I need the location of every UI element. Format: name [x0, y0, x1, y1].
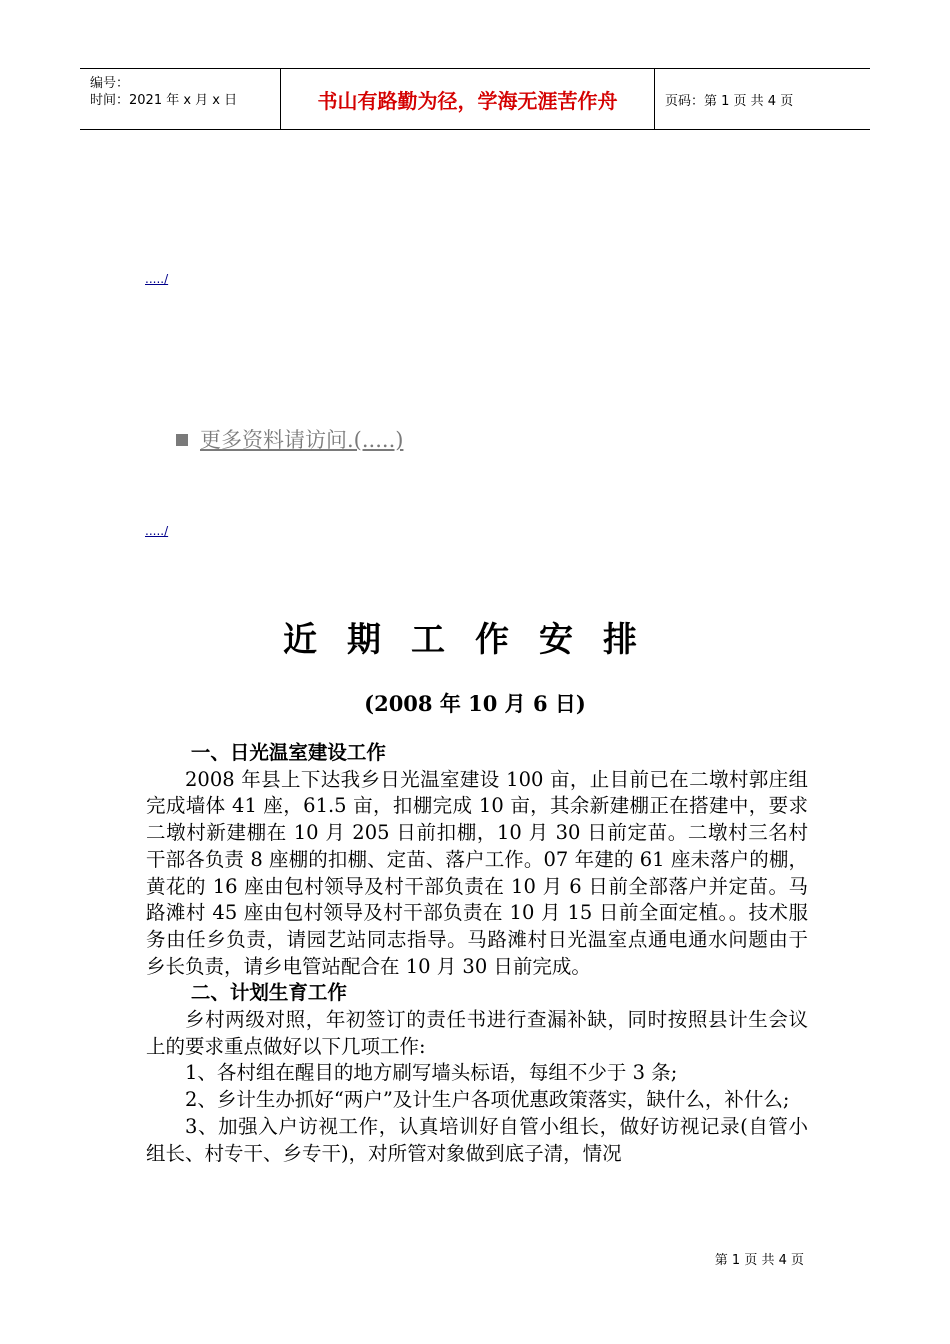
dots-link-top[interactable]: ...../: [145, 272, 169, 286]
header-table: [80, 68, 870, 130]
header-meta: [80, 69, 280, 129]
document-title: 近期工作安排: [283, 620, 667, 660]
section1-paragraph: 2008 年县上下达我乡日光温室建设 100 亩，止目前已在二墩村郭庄组完成墙体 41 座，61.5 亩，扣棚完成 10 亩，其余新建棚正在搭建中，要求二墩村新建棚在 10 月 205 日前扣棚，10 月 30 日前定苗。二墩村三名村干部各负责 8 座棚的扣棚、定苗、落户工作。07 年建的 61 座未落户的棚，黄花的 16 座由包村领导及村干部负责在 10 月 6 日前全部落户并定苗。马路滩村 45 座由包村领导及村干部负责在 10 月 15 日前全面定植。。技术服务由任乡负责，请园艺站同志指导。马路滩村日光温室点通电通水问题由于乡长负责，请乡电管站配合在 10 月 30 日前完成。: [146, 767, 808, 978]
more-resources-link[interactable]: 更多资料请访问.(.....): [200, 428, 404, 452]
document-body: [146, 740, 808, 1167]
list-item: 3、加强入户访视工作，认真培训好自管小组长，做好访视记录(自管小组长、村专干、乡专干)，对所管对象做到底子清，情况: [146, 1114, 808, 1165]
section1-heading: 一、日光温室建设工作: [190, 741, 386, 764]
section2-heading: 二、计划生育工作: [190, 981, 347, 1005]
page-footer: 第 1 页 共 4 页: [714, 1253, 804, 1268]
number-label: 编号：: [90, 76, 130, 91]
header-page-label: 页码：第 1 页 共 4 页: [665, 93, 794, 109]
dots-link-bottom[interactable]: ...../: [145, 524, 169, 538]
square-bullet-icon: [176, 434, 188, 446]
more-resources[interactable]: [176, 424, 403, 454]
list-item: 2、乡计生办抓好“两户”及计生户各项优惠政策落实，缺什么，补什么;: [185, 1088, 790, 1112]
time-label: 时间：2021 年 x 月 x 日: [90, 93, 238, 108]
document-date: (2008 年 10 月 6 日): [364, 691, 586, 716]
section2-intro: 乡村两级对照，年初签订的责任书进行查漏补缺，同时按照县计生会议上的要求重点做好以下几项工作:: [146, 1008, 808, 1058]
header-motto: 书山有路勤为径，学海无涯苦作舟: [317, 88, 618, 113]
list-item: 1、各村组在醒目的地方刷写墙头标语，每组不少于 3 条;: [185, 1061, 678, 1085]
